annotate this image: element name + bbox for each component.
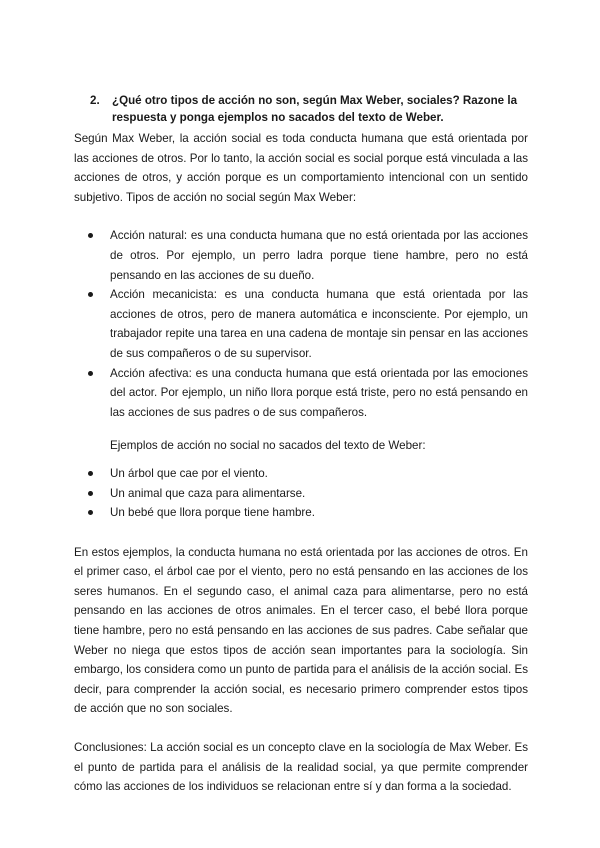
list-item — [74, 484, 528, 504]
question-number: 2. — [90, 94, 100, 107]
bullet-icon — [88, 292, 93, 297]
examples-heading: Ejemplos de acción no social no sacados del texto de Weber: — [110, 439, 426, 453]
list-item — [74, 226, 528, 285]
bullet-icon — [88, 471, 93, 476]
bullet-icon — [88, 491, 93, 496]
list-item-text: Acción afectiva: es una conducta humana que está orientada por las emociones del actor. Por ejemplo, un niño llora porque está triste, pero no está pensando en las acciones de sus padres o de sus compañeros. — [110, 366, 528, 419]
list-item — [74, 364, 528, 423]
list-item-text: Un animal que caza para alimentarse. — [110, 486, 306, 500]
list-item-text: Un árbol que cae por el viento. — [110, 466, 268, 480]
question-heading — [74, 92, 528, 126]
list-item — [74, 503, 528, 523]
list-item — [74, 285, 528, 363]
list-item-text: Acción natural: es una conducta humana que no está orientada por las acciones de otros. Por ejemplo, un perro ladra porque tiene hambre, pero no está pensando en las acciones de su dueño. — [110, 229, 528, 282]
question-text: ¿Qué otro tipos de acción no son, según Max Weber, sociales? Razone la respuesta y ponga ejemplos no sacados del texto de Weber. — [112, 94, 518, 124]
discussion-paragraph: En estos ejemplos, la conducta humana no está orientada por las acciones de otros. En el primer caso, el árbol cae por el viento, pero no está pensando en las acciones de los seres humanos. En el segundo caso, el animal caza para alimentarse, pero no está pensando en las acciones de otros animales. En el tercer caso, el bebé llora porque tiene hambre, pero no está pensando en las acciones de sus padres. Cabe señalar que Weber no niega que estos tipos de acción sean importantes para la sociología. Sin embargo, los considera como un punto de partida para el análisis de la acción social. Es decir, para comprender la acción social, es necesario primero comprender estos tipos de acción que no son sociales. — [74, 545, 528, 716]
list-item-text: Acción mecanicista: es una conducta humana que está orientada por las acciones de otros, pero de manera automática e inconsciente. Por ejemplo, un trabajador repite una tarea en una cadena de montaje sin pensar en las acciones de sus compañeros o de su supervisor. — [110, 288, 528, 360]
list-item — [74, 464, 528, 484]
bullet-icon — [88, 510, 93, 515]
action-types-list — [74, 226, 528, 422]
list-item-text: Un bebé que llora porque tiene hambre. — [110, 506, 315, 520]
bullet-icon — [88, 371, 93, 376]
examples-list — [74, 464, 528, 523]
intro-paragraph: Según Max Weber, la acción social es toda conducta humana que está orientada por las acciones de otros. Por lo tanto, la acción social es social porque está vinculada a las acciones de otros, y acción porque es un comportamiento intencional con un sentido subjetivo. Tipos de acción no social según Max Weber: — [74, 132, 528, 204]
conclusions-paragraph: Conclusiones: La acción social es un concepto clave en la sociología de Max Weber. Es el punto de partida para el análisis de la realidad social, ya que permite comprender cómo las acciones de los individuos se relacionan entre sí y dan forma a la sociedad. — [74, 741, 528, 794]
bullet-icon — [88, 233, 93, 238]
